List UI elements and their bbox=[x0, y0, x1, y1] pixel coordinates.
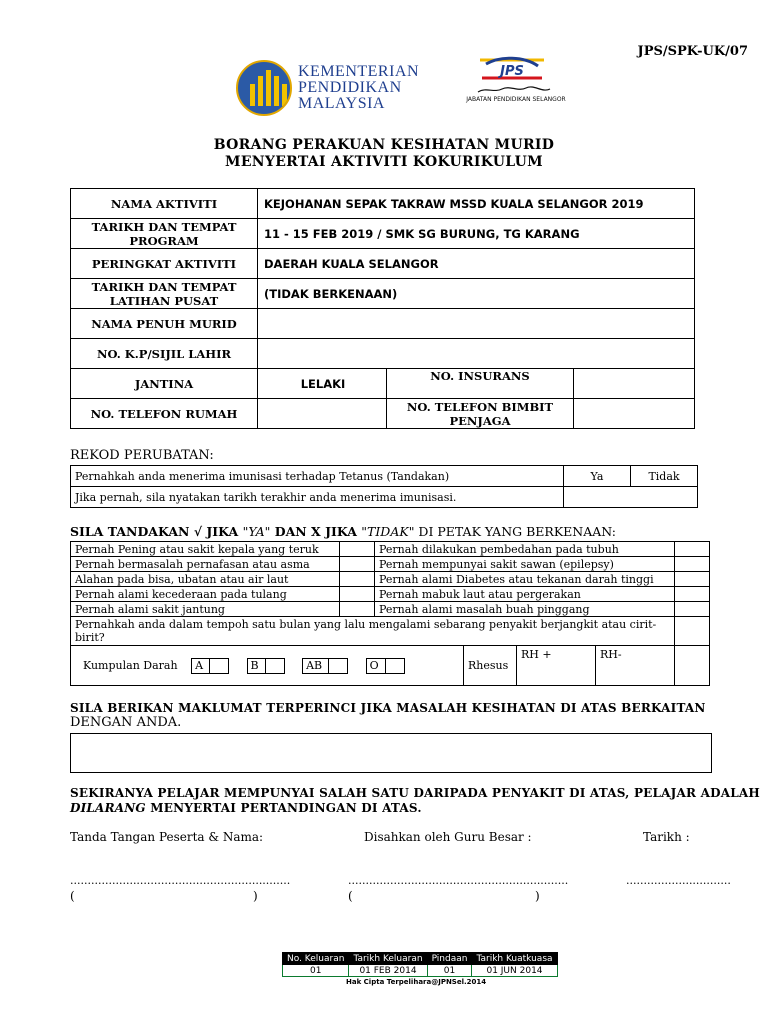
illness-checkbox[interactable] bbox=[675, 572, 710, 587]
illness-checkbox[interactable] bbox=[675, 587, 710, 602]
insurans-field[interactable] bbox=[574, 369, 695, 399]
footer-value: 01 JUN 2014 bbox=[472, 965, 557, 977]
illness-checkbox[interactable] bbox=[340, 542, 375, 557]
warning-line1: SEKIRANYA PELAJAR MEMPUNYAI SALAH SATU DARIPADA PENYAKIT DI ATAS, PELAJAR ADALAH bbox=[70, 786, 760, 800]
tetanus-tidak[interactable]: Tidak bbox=[631, 466, 698, 487]
nama-murid-label: NAMA PENUH MURID bbox=[71, 309, 258, 339]
footer-value: 01 FEB 2014 bbox=[349, 965, 427, 977]
medical-record-table bbox=[70, 465, 698, 508]
tarikh-program-value[interactable]: 11 - 15 FEB 2019 / SMK SG BURUNG, TG KARANG bbox=[258, 219, 695, 249]
tarikh-label: Tarikh : bbox=[643, 830, 690, 844]
jawi-script-icon bbox=[476, 86, 552, 94]
jantina-label: JANTINA bbox=[71, 369, 258, 399]
checklist-heading-part1: SILA TANDAKAN √ JIKA bbox=[70, 524, 243, 539]
detail-heading bbox=[70, 701, 706, 730]
document-code: JPS/SPK-UK/07 bbox=[637, 44, 748, 59]
illness-right-item: Pernah mempunyai sakit sawan (epilepsy) bbox=[375, 557, 675, 572]
illness-left-item: Alahan pada bisa, ubatan atau air laut bbox=[71, 572, 340, 587]
guru-name-close-paren: ) bbox=[535, 889, 540, 903]
blood-group-a[interactable]: A bbox=[191, 658, 229, 674]
copyright-text: Hak Cipta Terpelihara@JPNSel.2014 bbox=[346, 978, 487, 986]
kp-label: NO. K.P/SIJIL LAHIR bbox=[71, 339, 258, 369]
jps-badge-icon bbox=[476, 54, 548, 84]
warning-line2 bbox=[70, 801, 422, 815]
kpm-line3: MALAYSIA bbox=[298, 95, 385, 112]
revision-table bbox=[282, 952, 558, 977]
form-title-line2: MENYERTAI AKTIVITI KOKURIKULUM bbox=[225, 154, 543, 170]
checklist-heading-ya: "YA" bbox=[242, 524, 271, 539]
blood-group-o[interactable]: O bbox=[366, 658, 405, 674]
illness-right-item: Pernah mabuk laut atau pergerakan bbox=[375, 587, 675, 602]
checklist-heading-part3: DI PETAK YANG BERKENAAN: bbox=[414, 524, 616, 539]
tarikh-program-label: TARIKH DAN TEMPAT PROGRAM bbox=[71, 219, 258, 249]
telefon-bimbit-label: NO. TELEFON BIMBIT PENJAGA bbox=[387, 399, 574, 429]
guru-signature-line[interactable]: ............................................................... bbox=[348, 874, 569, 887]
illness-checkbox[interactable] bbox=[340, 602, 375, 617]
insurans-label: NO. INSURANS bbox=[387, 369, 574, 399]
illness-checkbox[interactable] bbox=[340, 557, 375, 572]
tetanus-ya[interactable]: Ya bbox=[564, 466, 631, 487]
detail-heading-bold: SILA BERIKAN MAKLUMAT TERPERINCI JIKA MASALAH KESIHATAN DI ATAS BERKAITAN bbox=[70, 701, 706, 715]
activity-info-table bbox=[70, 188, 695, 429]
detail-heading-tail: DENGAN ANDA. bbox=[70, 715, 182, 730]
nama-aktiviti-value[interactable]: KEJOHANAN SEPAK TAKRAW MSSD KUALA SELANGOR 2019 bbox=[258, 189, 695, 219]
immunisation-date-question: Jika pernah, sila nyatakan tarikh terakhir anda menerima imunisasi. bbox=[71, 487, 564, 508]
latihan-label: TARIKH DAN TEMPAT LATIHAN PUSAT bbox=[71, 279, 258, 309]
footer-header: No. Keluaran bbox=[283, 953, 349, 965]
blood-group-b[interactable]: B bbox=[247, 658, 285, 674]
peringkat-label: PERINGKAT AKTIVITI bbox=[71, 249, 258, 279]
illness-checkbox[interactable] bbox=[675, 557, 710, 572]
peserta-signature-label: Tanda Tangan Peserta & Nama: bbox=[70, 830, 264, 844]
infection-checkbox[interactable] bbox=[675, 617, 710, 646]
tetanus-question: Pernahkah anda menerima imunisasi terhadap Tetanus (Tandakan) bbox=[71, 466, 564, 487]
footer-header: Pindaan bbox=[427, 953, 472, 965]
rh-checkbox[interactable] bbox=[675, 646, 710, 686]
illness-right-item: Pernah alami masalah buah pinggang bbox=[375, 602, 675, 617]
peserta-signature-line[interactable]: ............................................................... bbox=[70, 874, 291, 887]
warning-line2-rest: MENYERTAI PERTANDINGAN DI ATAS. bbox=[145, 801, 422, 815]
checklist-heading bbox=[70, 524, 616, 539]
rh-plus-option[interactable]: RH + bbox=[517, 646, 596, 686]
telefon-rumah-field[interactable] bbox=[258, 399, 387, 429]
guru-name-open-paren: ( bbox=[348, 889, 353, 903]
rekod-heading: REKOD PERUBATAN: bbox=[70, 448, 214, 463]
nama-aktiviti-label: NAMA AKTIVITI bbox=[71, 189, 258, 219]
blood-group-label: Kumpulan Darah bbox=[83, 658, 178, 672]
rhesus-label: Rhesus bbox=[464, 646, 517, 686]
tarikh-line[interactable]: .............................. bbox=[626, 874, 731, 887]
kpm-line1: KEMENTERIAN bbox=[298, 63, 420, 80]
kpm-line2: PENDIDIKAN bbox=[298, 79, 402, 96]
illness-checkbox[interactable] bbox=[340, 587, 375, 602]
rh-minus-option[interactable]: RH- bbox=[596, 646, 675, 686]
kpm-logo bbox=[236, 60, 436, 116]
illness-checkbox[interactable] bbox=[340, 572, 375, 587]
infection-question: Pernahkah anda dalam tempoh satu bulan yang lalu mengalami sebarang penyakit berjangkit atau cirit-birit? bbox=[71, 617, 675, 646]
blood-group-row bbox=[71, 646, 464, 686]
jps-badge-text: JPS bbox=[500, 64, 524, 79]
illness-checkbox[interactable] bbox=[675, 542, 710, 557]
footer-header: Tarikh Keluaran bbox=[349, 953, 427, 965]
immunisation-date-field[interactable] bbox=[564, 487, 698, 508]
telefon-rumah-label: NO. TELEFON RUMAH bbox=[71, 399, 258, 429]
health-detail-textarea[interactable] bbox=[70, 733, 712, 773]
jps-logo bbox=[466, 50, 566, 122]
footer-value: 01 bbox=[283, 965, 349, 977]
peserta-name-open-paren: ( bbox=[70, 889, 75, 903]
checklist-heading-part2: DAN X JIKA bbox=[270, 524, 362, 539]
telefon-bimbit-field[interactable] bbox=[574, 399, 695, 429]
form-title-line1: BORANG PERAKUAN KESIHATAN MURID bbox=[213, 137, 555, 153]
peringkat-value[interactable]: DAERAH KUALA SELANGOR bbox=[258, 249, 695, 279]
footer-value: 01 bbox=[427, 965, 472, 977]
illness-right-item: Pernah dilakukan pembedahan pada tubuh bbox=[375, 542, 675, 557]
illness-left-item: Pernah alami kecederaan pada tulang bbox=[71, 587, 340, 602]
kpm-emblem-icon bbox=[236, 60, 292, 116]
latihan-value[interactable]: (TIDAK BERKENAAN) bbox=[258, 279, 695, 309]
illness-right-item: Pernah alami Diabetes atau tekanan darah tinggi bbox=[375, 572, 675, 587]
illness-checklist-table bbox=[70, 541, 710, 686]
warning-dilarang: DILARANG bbox=[70, 801, 146, 815]
checklist-heading-tidak: "TIDAK" bbox=[361, 524, 415, 539]
illness-left-item: Pernah Pening atau sakit kepala yang teruk bbox=[71, 542, 340, 557]
kp-field[interactable] bbox=[258, 339, 695, 369]
jps-subtitle: JABATAN PENDIDIKAN SELANGOR bbox=[466, 96, 566, 103]
illness-left-item: Pernah bermasalah pernafasan atau asma bbox=[71, 557, 340, 572]
jantina-value[interactable]: LELAKI bbox=[258, 369, 387, 399]
illness-checkbox[interactable] bbox=[675, 602, 710, 617]
illness-left-item: Pernah alami sakit jantung bbox=[71, 602, 340, 617]
footer-header: Tarikh Kuatkuasa bbox=[472, 953, 557, 965]
blood-group-ab[interactable]: AB bbox=[302, 658, 348, 674]
peserta-name-close-paren: ) bbox=[253, 889, 258, 903]
nama-murid-field[interactable] bbox=[258, 309, 695, 339]
guru-signature-label: Disahkan oleh Guru Besar : bbox=[364, 830, 532, 844]
